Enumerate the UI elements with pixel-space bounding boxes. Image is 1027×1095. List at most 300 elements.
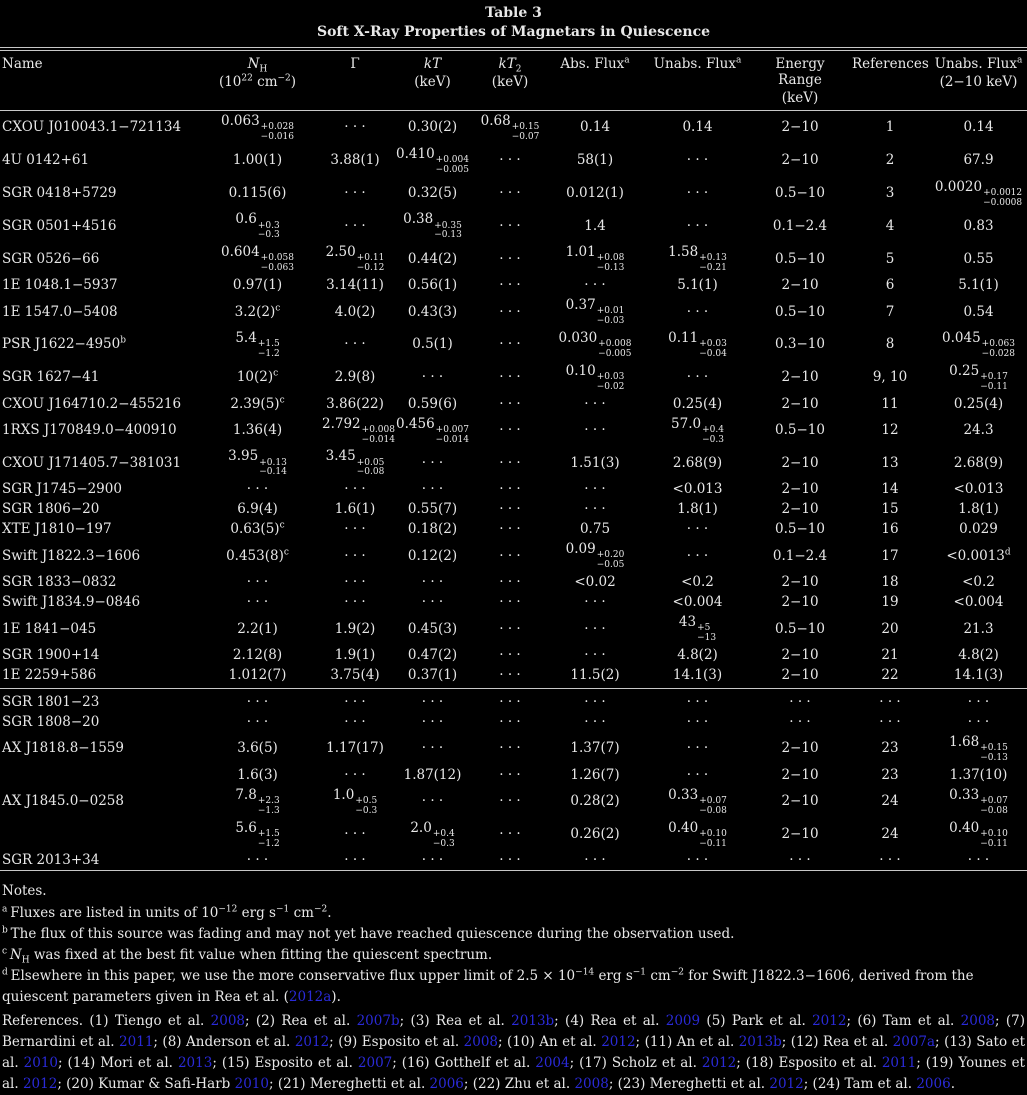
table-cell: 1 <box>885 119 895 136</box>
table-row <box>0 479 1027 499</box>
table-cell: 1.00(1) <box>232 152 283 169</box>
table-cell: 4.8(2) <box>677 646 718 663</box>
table-cell: 14.1(3) <box>953 666 1004 683</box>
table-cell: · · · <box>499 277 521 294</box>
table-row <box>0 446 1027 479</box>
reference-link[interactable]: 2012 <box>701 1055 737 1072</box>
table-cell: · · · <box>421 454 444 471</box>
table-cell: · · · <box>584 395 606 412</box>
table-cell: · · · <box>879 852 901 869</box>
paper-table-page <box>0 5 1027 1095</box>
cell-source-name: Swift J1834.9−0846 <box>2 594 141 611</box>
reference-link[interactable]: 2012 <box>294 1034 330 1051</box>
table-cell: 14 <box>881 481 899 498</box>
table-cell: · · · <box>967 713 990 730</box>
reference-link[interactable]: 2007b <box>356 1013 400 1030</box>
table-row <box>0 572 1027 592</box>
uncertainty-stack: +0.007 −0.014 <box>435 424 469 445</box>
table-cell: 22 <box>881 666 899 683</box>
column-header: Abs. Flux$^a$ <box>545 49 645 111</box>
cell-source-name: 1E 2259+586 <box>2 666 97 683</box>
table-cell: 16 <box>881 521 899 538</box>
uncertainty-stack: +0.4 −0.3 <box>702 424 724 445</box>
uncertainty-stack: +0.08 −0.13 <box>596 253 625 274</box>
table-note: $^c$ $N_H$ was fixed at the best fit value when fitting the quiescent spectrum. <box>2 946 493 967</box>
table-cell: · · · <box>344 574 366 591</box>
cell-source-name <box>0 765 195 785</box>
table-cell: 0.37(1) <box>407 666 458 683</box>
table-cell: 0.28(2) <box>570 793 620 810</box>
table-row <box>0 712 1027 732</box>
table-cell: 0.5−10 <box>775 521 825 538</box>
uncertainty-stack: +0.3 −0.3 <box>257 220 280 241</box>
table-row <box>0 328 1027 361</box>
table-cell: · · · <box>344 217 366 234</box>
table-cell: 1.36(4) <box>232 422 283 439</box>
table-cell: 3.88(1) <box>330 152 380 169</box>
cell-source-name: SGR 1900+14 <box>2 646 100 663</box>
table-cell: 1.012(7) <box>228 666 287 683</box>
table-cell: 17 <box>881 547 899 564</box>
cell-source-name: SGR 1806−20 <box>2 501 100 518</box>
table-cell: 2−10 <box>781 574 819 591</box>
table-cell: · · · <box>499 620 521 637</box>
table-cell: 0.97(1) <box>232 277 283 294</box>
table-cell: 0.12(2) <box>407 547 458 564</box>
uncertainty-stack: +0.0012 −0.0008 <box>983 187 1023 208</box>
table-cell: · · · <box>344 594 366 611</box>
table-cell: 2.9(8) <box>334 369 376 386</box>
table-cell: · · · <box>390 688 475 712</box>
table-cell: · · · <box>421 481 444 498</box>
table-cell: 0.37 +0.01 −0.03 <box>565 297 625 327</box>
reference-link[interactable]: 2012 <box>769 1076 804 1093</box>
table-cell: 2.792 +0.008 −0.014 <box>322 415 395 445</box>
table-cell: 3.45 +0.05 −0.08 <box>325 448 385 478</box>
column-header-name: Name <box>0 49 195 111</box>
reference-link[interactable]: 2012 <box>22 1076 58 1093</box>
table-cell: 2−10 <box>781 594 819 611</box>
table-cell: · · · <box>789 852 811 869</box>
table-cell: · · · <box>499 454 521 471</box>
reference-link[interactable]: 2006 <box>429 1076 464 1093</box>
table-cell: 2 <box>885 152 895 169</box>
column-header: Unabs. Flux$^a$ (2−10 keV) <box>930 49 1027 111</box>
table-cell: <0.02 <box>574 574 616 591</box>
table-cell: 57.0 +0.4 −0.3 <box>671 415 724 445</box>
table-cell: · · · <box>499 826 521 842</box>
table-cell: $10(2)^c$ <box>236 368 279 386</box>
table-cell: · · · <box>686 369 709 386</box>
table-cell: 0.1−2.4 <box>772 217 828 234</box>
table-row <box>0 732 1027 765</box>
table-row <box>0 144 1027 177</box>
reference-link[interactable]: 2011 <box>881 1055 917 1072</box>
reference-link[interactable]: 2012 <box>812 1013 847 1030</box>
uncertainty-stack: +0.4 −0.3 <box>432 828 455 849</box>
table-cell: · · · <box>499 422 521 439</box>
table-cell: 1.37(10) <box>949 766 1008 783</box>
table-cell: 0.32(5) <box>407 185 458 202</box>
reference-link[interactable]: 2008 <box>463 1034 499 1051</box>
reference-link[interactable]: 2010 <box>23 1055 58 1072</box>
reference-link[interactable]: 2008 <box>960 1013 995 1030</box>
table-cell: · · · <box>195 688 320 712</box>
table-number: Table 3 <box>485 5 542 21</box>
uncertainty-stack: +0.07 −0.08 <box>980 795 1008 816</box>
table-cell: 0.09 +0.20 −0.05 <box>565 541 625 571</box>
cell-source-name: CXOU J164710.2−455216 <box>2 395 182 412</box>
table-cell: · · · <box>645 688 750 712</box>
table-cell: · · · <box>686 852 709 869</box>
table-cell: · · · <box>499 369 521 386</box>
table-cell: 3.6(5) <box>237 740 278 757</box>
table-cell: 1.68 +0.15 −0.13 <box>949 733 1008 763</box>
references-paragraph: References. (1) Tiengo et al. 2008; (2) Rea et al. 2007b; (3) Rea et al. 2013b; (4) Rea et al. 2009 (5) Park et al. 2012; (6) Tam et al. 2008; (7) Bernardini et al. 2011; (8) Anderson et al. 2012; (9) Esposito et al. 2008; (10) An et al. 2012; (11) An et al. 2013b; (12) Rea et al. 2007a; (13) Sato et al. 2010; (14) Mori et al. 2013; (15) Esposito et al. 2007; (16) Gotthelf et al. 2004; (17) Scholz et al. 2012; (18) Esposito et al. 2011; (19) Younes et al. 2012; (20) Kumar & Safi-Harb 2010; (21) Mereghetti et al. 2006; (22) Zhu et al. 2008; (23) Mereghetti et al. 2012; (24) Tam et al. 2006. <box>2 1013 1026 1093</box>
table-cell: · · · <box>320 688 390 712</box>
reference-link[interactable]: 2004 <box>535 1055 570 1072</box>
uncertainty-stack: +0.10 −0.11 <box>980 828 1008 849</box>
table-cell: 2−10 <box>781 646 819 663</box>
cell-source-name: SGR 2013+34 <box>2 852 100 869</box>
table-cell: 0.55(7) <box>407 501 458 518</box>
table-cell: · · · <box>421 852 444 869</box>
table-cell: · · · <box>584 620 606 637</box>
cell-source-name: CXOU J010043.1−721134 <box>2 119 182 136</box>
uncertainty-stack: +0.10 −0.11 <box>699 828 727 849</box>
cell-source-name: XTE J1810−197 <box>2 521 112 538</box>
cell-source-name: 4U 0142+61 <box>2 152 90 169</box>
table-cell: 0.25 +0.17 −0.11 <box>949 362 1008 392</box>
table-cell: 0.25(4) <box>672 395 723 412</box>
table-cell: 0.59(6) <box>407 395 458 412</box>
table-cell: 1.6(1) <box>334 501 376 518</box>
table-cell: 4.0(2) <box>334 303 376 320</box>
table-cell: · · · <box>499 666 521 683</box>
table-cell: · · · <box>499 481 521 498</box>
table-cell: · · · <box>499 185 521 202</box>
table-cell: 0.40 +0.10 −0.11 <box>668 819 727 849</box>
table-cell: · · · <box>499 501 521 518</box>
cell-source-name: 1E 1841−045 <box>2 620 97 637</box>
table-cell: 0.5(1) <box>412 336 453 353</box>
table-cell: 12 <box>881 422 899 439</box>
table-cell: 0.3−10 <box>775 336 825 353</box>
table-cell: · · · <box>344 336 366 353</box>
uncertainty-stack: +1.5 −1.2 <box>257 828 280 849</box>
table-cell: · · · <box>344 521 366 538</box>
table-cell: · · · <box>246 713 269 730</box>
reference-link[interactable]: 2006 <box>916 1076 951 1093</box>
table-cell: · · · <box>421 713 444 730</box>
uncertainty-stack: +0.05 −0.08 <box>356 457 385 478</box>
reference-link[interactable]: 2008 <box>574 1076 609 1093</box>
table-row <box>0 785 1027 818</box>
reference-link[interactable]: 2007 <box>357 1055 393 1072</box>
table-row <box>0 111 1027 144</box>
table-cell: · · · <box>421 594 444 611</box>
table-cell: $0.63(5)^c$ <box>230 520 285 538</box>
reference-link[interactable]: 2013b <box>511 1013 555 1030</box>
table-cell: · · · <box>344 547 366 564</box>
uncertainty-stack: +0.058 −0.063 <box>260 253 294 274</box>
table-body-candidates <box>0 688 1027 870</box>
table-cell: 2.12(8) <box>232 646 283 663</box>
table-cell: 24 <box>881 793 899 810</box>
reference-link[interactable]: 2008 <box>210 1013 246 1030</box>
table-row <box>0 242 1027 275</box>
table-cell: 0.012(1) <box>566 185 624 202</box>
cell-source-name: AX J1818.8−1559 <box>2 740 124 757</box>
table-cell: <0.004 <box>672 594 723 611</box>
table-cell: 2−10 <box>781 395 819 412</box>
reference-link[interactable]: 2011 <box>119 1034 154 1051</box>
table-cell: 14.1(3) <box>672 666 723 683</box>
uncertainty-stack: +0.063 −0.028 <box>981 339 1015 359</box>
uncertainty-stack: +0.15 −0.13 <box>980 742 1008 763</box>
cell-source-name: AX J1845.0−0258 <box>2 793 124 810</box>
table-cell: 0.14 <box>682 119 713 136</box>
table-cell: <0.004 <box>953 594 1004 611</box>
table-cell: 21 <box>881 646 899 663</box>
table-cell: 1.01 +0.08 −0.13 <box>565 244 625 274</box>
table-row <box>0 818 1027 851</box>
uncertainty-stack: +0.028 −0.016 <box>260 122 294 142</box>
table-cell: · · · <box>879 713 901 730</box>
table-cell: 0.5−10 <box>775 185 825 202</box>
table-cell: 5.1(1) <box>677 277 718 294</box>
table-note: $^d$ Elsewhere in this paper, we use the more conservative flux upper limit of $2.5 \times 10^{-14}$ erg $s^{-1}$ $cm^{-2}$ for Swift J1822.3−1606, derived from the quiescent parameters given in Rea et al. (2012a). <box>2 967 974 1006</box>
table-row <box>0 361 1027 394</box>
table-cell: 1.6(3) <box>237 766 278 783</box>
table-cell: · · · <box>421 740 444 757</box>
table-cell: 0.14 <box>963 119 994 136</box>
table-cell: · · · <box>686 766 709 783</box>
table-cell: 2.50 +0.11 −0.12 <box>325 244 385 274</box>
table-cell: 24 <box>881 826 899 842</box>
uncertainty-stack: +0.07 −0.08 <box>699 795 727 816</box>
cell-source-name: SGR 1627−41 <box>2 369 100 386</box>
table-cell: 0.045 +0.063 −0.028 <box>942 329 1015 359</box>
table-cell: 1.9(2) <box>334 620 376 637</box>
table-cell: 19 <box>881 594 899 611</box>
table-cell: · · · <box>499 395 521 412</box>
uncertainty-stack: +0.15 −0.07 <box>511 122 540 142</box>
table-cell: 13 <box>881 454 899 471</box>
table-cell: $2.39(5)^c$ <box>230 395 285 412</box>
table-row <box>0 665 1027 689</box>
table-cell: 67.9 <box>963 152 994 169</box>
cell-source-name: 1RXS J170849.0−400910 <box>2 422 177 439</box>
table-cell: · · · <box>850 688 930 712</box>
table-cell: 0.10 +0.03 −0.02 <box>565 362 625 392</box>
table-cell: 2.68(9) <box>672 454 723 471</box>
column-header: Unabs. Flux$^a$ <box>645 49 750 111</box>
table-cell: · · · <box>584 422 606 439</box>
table-cell: 0.25(4) <box>953 395 1004 412</box>
table-cell: 5 <box>885 250 895 267</box>
table-cell: 0.5−10 <box>775 303 825 320</box>
table-cell: · · · <box>686 740 709 757</box>
table-cell: 0.45(3) <box>407 620 458 637</box>
reference-link[interactable]: 2009 <box>665 1013 701 1030</box>
table-cell: 18 <box>881 574 899 591</box>
table-cell: 2−10 <box>781 501 819 518</box>
table-cell: · · · <box>584 852 606 869</box>
table-cell: 21.3 <box>963 620 994 637</box>
table-row <box>0 275 1027 295</box>
table-cell: 2−10 <box>781 826 819 842</box>
table-cell: 0.029 <box>959 521 998 538</box>
cell-source-name: SGR J1745−2900 <box>2 481 122 498</box>
cell-source-name: SGR 0501+4516 <box>2 217 117 234</box>
table-cell: · · · <box>344 713 366 730</box>
table-cell: 2.2(1) <box>237 620 278 637</box>
table-cell: 2−10 <box>781 766 819 783</box>
table-cell: 0.410 +0.004 −0.005 <box>396 145 469 175</box>
column-header: $N_H$ ($10^{22}$ $cm^{-2}$) <box>195 49 320 111</box>
table-cell: 3 <box>885 185 895 202</box>
table-cell: 1.58 +0.13 −0.21 <box>668 244 727 274</box>
table-cell: 9, 10 <box>872 369 908 386</box>
uncertainty-stack: +0.01 −0.03 <box>596 306 625 327</box>
table-cell: 0.83 <box>963 217 994 234</box>
cell-source-name: SGR 1801−23 <box>0 688 195 712</box>
table-cell: · · · <box>344 481 366 498</box>
column-header: Energy Range (keV) <box>750 49 850 111</box>
table-cell: 2−10 <box>781 277 819 294</box>
table-cell: · · · <box>499 217 521 234</box>
table-cell: 1.0 +0.5 −0.3 <box>332 786 378 816</box>
table-cell: 3.95 +0.13 −0.14 <box>228 448 287 478</box>
table-cell: · · · <box>421 793 444 810</box>
table-cell: 1.87(12) <box>403 766 462 783</box>
table-cell: 7 <box>885 303 895 320</box>
table-row <box>0 645 1027 665</box>
uncertainty-stack: +1.5 −1.2 <box>257 339 280 359</box>
table-cell: <0.0013$^d$ <box>946 547 1011 564</box>
table-cell: · · · <box>246 481 269 498</box>
cell-source-name: Swift J1822.3−1606 <box>2 547 141 564</box>
reference-link[interactable]: 2013b <box>738 1034 782 1051</box>
table-cell: 20 <box>881 620 899 637</box>
table-cell: · · · <box>344 119 366 136</box>
table-cell: · · · <box>584 646 606 663</box>
uncertainty-stack: +0.5 −0.3 <box>355 795 378 816</box>
uncertainty-stack: +0.03 −0.02 <box>596 371 625 392</box>
table-cell: 24.3 <box>963 422 994 439</box>
table-cell: 0.5−10 <box>775 422 825 439</box>
uncertainty-stack: +0.008 −0.005 <box>598 339 632 359</box>
uncertainty-stack: +0.03 −0.04 <box>699 339 727 359</box>
table-cell: 0.030 +0.008 −0.005 <box>558 329 632 359</box>
column-header: kT (keV) <box>390 49 475 111</box>
table-cell: 0.40 +0.10 −0.11 <box>949 819 1008 849</box>
uncertainty-stack: +0.13 −0.14 <box>259 457 287 478</box>
cell-source-name: 1E 1048.1−5937 <box>2 277 118 294</box>
magnetar-quiescence-table <box>0 47 1027 871</box>
table-cell: · · · <box>584 277 606 294</box>
table-cell: · · · <box>246 574 269 591</box>
table-cell: 0.54 <box>963 303 994 320</box>
table-cell: 1.4 <box>584 217 606 234</box>
table-row <box>0 295 1027 328</box>
reference-link[interactable]: 2007a <box>892 1034 936 1051</box>
table-cell: 0.26(2) <box>570 826 620 842</box>
table-cell: 2−10 <box>781 793 819 810</box>
table-cell: · · · <box>686 521 709 538</box>
table-cell: 2−10 <box>781 454 819 471</box>
table-cell: 0.43(3) <box>407 303 458 320</box>
table-title-block <box>0 5 1027 40</box>
table-cell: · · · <box>499 793 521 810</box>
table-cell: · · · <box>686 713 709 730</box>
table-note: $^b$ The flux of this source was fading and may not yet have reached quiescence during the observation used. <box>2 925 735 943</box>
table-row <box>0 414 1027 447</box>
table-row <box>0 519 1027 539</box>
reference-link[interactable]: 2012 <box>601 1034 636 1051</box>
table-cell: 0.5−10 <box>775 620 825 637</box>
table-cell: 5.4 +1.5 −1.2 <box>235 329 280 359</box>
table-cell: · · · <box>499 740 521 757</box>
table-cell: · · · <box>686 303 709 320</box>
table-cell: 0.30(2) <box>407 119 458 136</box>
table-cell: · · · <box>344 852 366 869</box>
table-cell: 2−10 <box>781 481 819 498</box>
table-cell: · · · <box>686 152 709 169</box>
table-cell: 2−10 <box>781 119 819 136</box>
table-cell: 0.18(2) <box>407 521 458 538</box>
reference-link[interactable]: 2013 <box>177 1055 213 1072</box>
reference-link[interactable]: 2010 <box>234 1076 269 1093</box>
table-cell: · · · <box>246 594 269 611</box>
table-cell: 11.5(2) <box>570 666 620 683</box>
reference-link[interactable]: 2012a <box>288 989 332 1006</box>
table-cell: · · · <box>499 336 521 353</box>
table-row <box>0 688 1027 712</box>
table-cell: 0.44(2) <box>407 250 458 267</box>
table-cell: · · · <box>421 369 444 386</box>
table-cell: · · · <box>584 713 606 730</box>
table-cell: 0.6 +0.3 −0.3 <box>235 211 280 241</box>
cell-source-name: SGR 1808−20 <box>2 713 100 730</box>
table-cell: 1.26(7) <box>570 766 620 783</box>
table-cell: 2−10 <box>781 740 819 757</box>
cell-source-name: PSR $J1622-4950^b$ <box>2 335 126 353</box>
table-cell: · · · <box>686 547 709 564</box>
uncertainty-stack: +0.11 −0.12 <box>356 253 385 274</box>
table-cell: 23 <box>881 740 899 757</box>
table-cell: 2.0 +0.4 −0.3 <box>410 819 455 849</box>
table-cell: 0.14 <box>579 119 611 136</box>
uncertainty-stack: +5 −13 <box>697 623 717 644</box>
table-cell: · · · <box>499 766 521 783</box>
table-cell: 15 <box>881 501 899 518</box>
table-cell: · · · <box>499 152 521 169</box>
table-cell: 1.8(1) <box>958 501 999 518</box>
table-cell: 1.37(7) <box>570 740 620 757</box>
table-cell: 0.604 +0.058 −0.063 <box>221 244 294 274</box>
uncertainty-stack: +0.20 −0.05 <box>596 550 625 571</box>
table-cell: <0.013 <box>672 481 723 498</box>
cell-source-name: 1E 1547.0−5408 <box>2 303 118 320</box>
table-cell: <0.2 <box>681 574 714 591</box>
table-cell: · · · <box>686 217 709 234</box>
table-cell: 4 <box>885 217 895 234</box>
table-cell: 0.11 +0.03 −0.04 <box>668 329 727 359</box>
table-cell: · · · <box>344 185 366 202</box>
table-cell: · · · <box>584 594 606 611</box>
